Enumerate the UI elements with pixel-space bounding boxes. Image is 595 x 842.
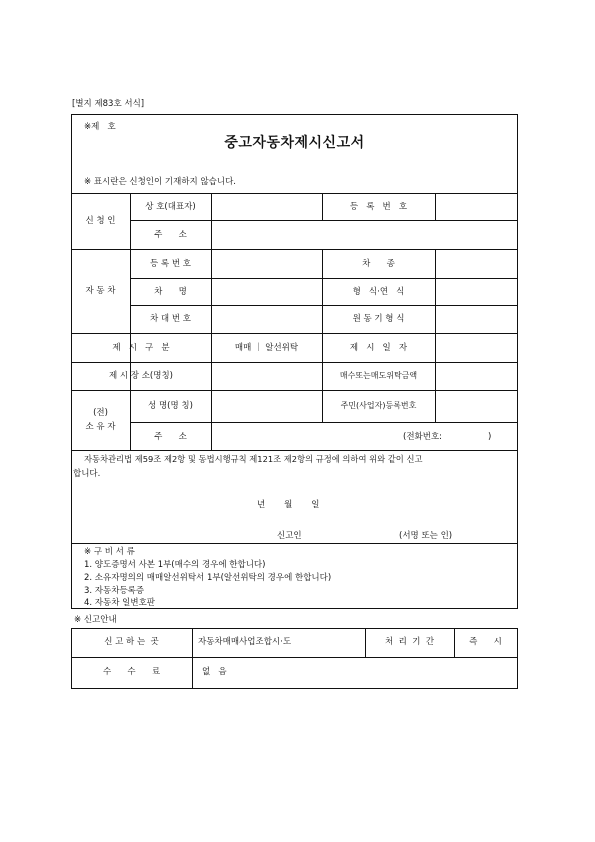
applicant-address-field[interactable] — [212, 221, 517, 248]
document-item-3: 3. 자동차등록증 — [84, 586, 145, 596]
owner-name-field[interactable] — [212, 391, 321, 421]
presentation-amount-label: 매수또는매도위탁금액 — [339, 371, 418, 380]
signature-label: (서명 또는 인) — [399, 531, 453, 541]
vehicle-chassis-field[interactable] — [212, 306, 321, 332]
presentation-place-label: 제 시 장 소(명칭) — [108, 371, 173, 381]
vehicle-model-year-field[interactable] — [436, 279, 517, 304]
documents-header: ※ 구 비 서 류 — [84, 547, 135, 557]
applicant-reg-no-label: 등 록 번 호 — [349, 202, 408, 212]
owner-section-label: 소 유 자 — [85, 422, 116, 432]
presentation-type-label: 제 시 구 분 — [112, 343, 170, 353]
presentation-date-label: 제 시 일 자 — [349, 343, 408, 353]
guide-fee-label: 수 수 료 — [102, 667, 161, 677]
page-title: 중고자동차제시신고서 — [224, 135, 365, 151]
vehicle-section-label: 자 동 차 — [85, 286, 116, 296]
guide-office-value: 자동차매매사업조합시·도 — [198, 637, 292, 647]
vehicle-engine-field[interactable] — [436, 306, 517, 332]
owner-name-label: 성 명(명 칭) — [148, 401, 193, 411]
note: ※ 표시란은 신청인이 기재하지 않습니다. — [84, 177, 237, 187]
applicant-address-label: 주 소 — [154, 230, 187, 240]
applicant-name-field[interactable] — [212, 194, 321, 220]
owner-phone-label: (전화번호: ) — [403, 432, 492, 442]
presentation-place-field[interactable] — [212, 363, 321, 389]
vehicle-chassis-label: 차 대 번 호 — [150, 314, 191, 324]
guide-period-value: 즉 시 — [469, 637, 502, 647]
document-item-1: 1. 양도증명서 사본 1부(매수의 경우에 한합니다) — [84, 560, 266, 570]
applicant-section-label: 신 청 인 — [85, 216, 116, 226]
presentation-type-value[interactable]: 매매 ｜ 알선위탁 — [234, 343, 299, 353]
declaration-date: 년 월 일 — [257, 500, 320, 510]
guide-period-label: 처 리 기 간 — [384, 637, 435, 647]
document-item-2: 2. 소유자명의의 매매알선위탁서 1부(알선위탁의 경우에 한합니다) — [84, 573, 332, 583]
declaration-line-2: 합니다. — [73, 469, 101, 479]
guide-fee-value: 없 음 — [202, 667, 227, 677]
vehicle-reg-no-field[interactable] — [212, 250, 321, 277]
receipt-no-label: ※제 호 — [84, 122, 116, 132]
vehicle-name-label: 차 명 — [154, 287, 187, 297]
owner-id-field[interactable] — [436, 391, 517, 421]
owner-section-label-prev: (전) — [93, 408, 108, 418]
declaration-line-1: 자동차관리법 제59조 제2항 및 동법시행규칙 제121조 제2항의 규정에 의하여 위와 같이 신고 — [84, 454, 423, 464]
document-item-4: 4. 자동차 일변호판 — [84, 598, 155, 608]
presentation-date-field[interactable] — [436, 334, 517, 361]
reporter-label: 신고인 — [277, 531, 302, 541]
vehicle-type-label: 차 종 — [362, 259, 395, 269]
owner-id-label: 주민(사업자)등록번호 — [340, 401, 417, 410]
owner-address-field[interactable] — [212, 423, 402, 449]
vehicle-type-field[interactable] — [436, 250, 517, 277]
applicant-reg-no-field[interactable] — [436, 194, 517, 220]
vehicle-model-year-label: 형 식·연 식 — [352, 287, 405, 297]
guide-header: ※ 신고안내 — [74, 615, 117, 625]
applicant-name-label: 상 호(대표자) — [145, 202, 196, 212]
vehicle-engine-label: 원 동 기 형 식 — [352, 314, 405, 324]
form-number: [별지 제83호 서식] — [72, 99, 145, 109]
vehicle-reg-no-label: 등 록 번 호 — [150, 259, 191, 269]
guide-office-label: 신 고 하 는 곳 — [104, 637, 159, 647]
vehicle-name-field[interactable] — [212, 279, 321, 304]
owner-address-label: 주 소 — [154, 432, 187, 442]
presentation-amount-field[interactable] — [436, 363, 517, 389]
